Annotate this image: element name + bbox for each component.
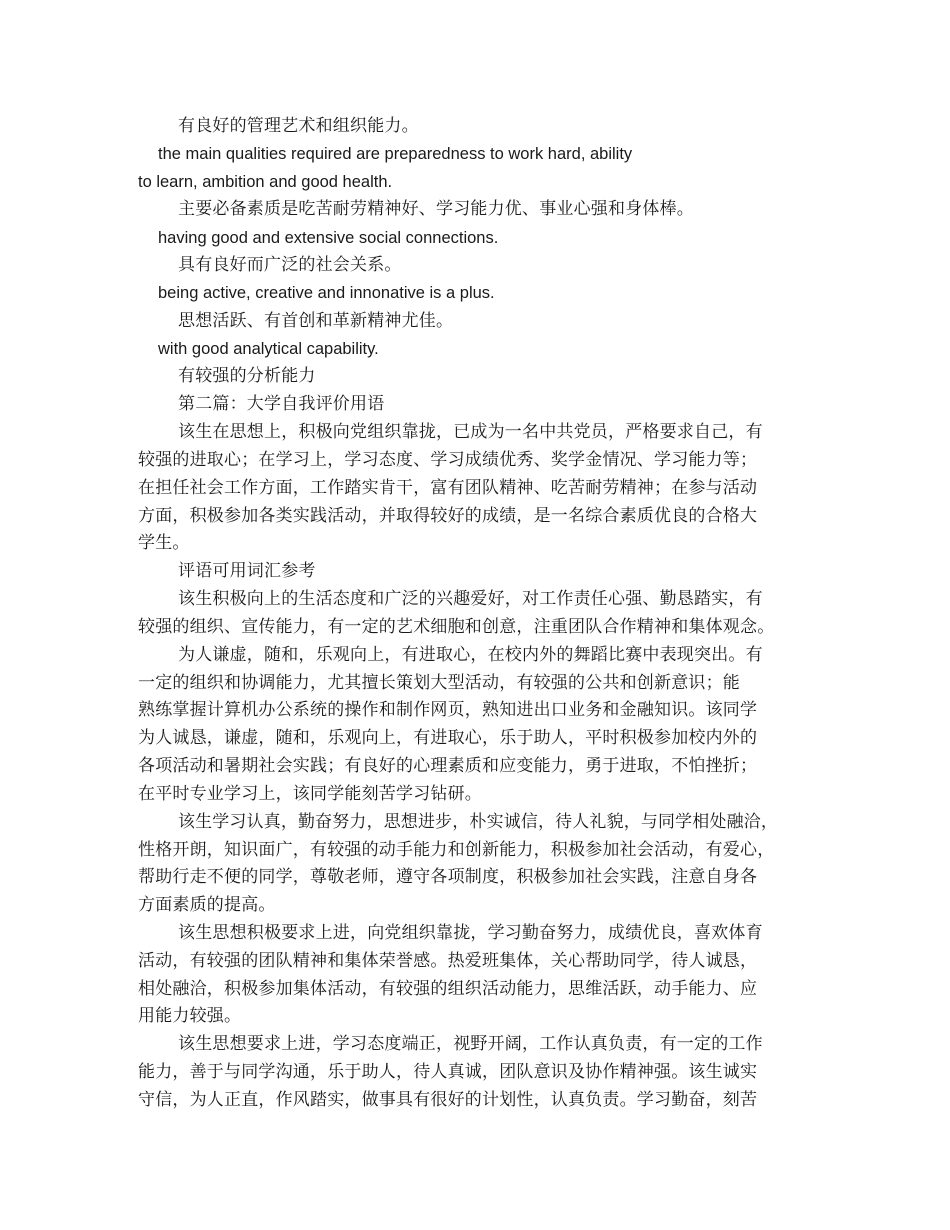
text-line: 有较强的分析能力 [178, 366, 316, 386]
text-line: 具有良好而广泛的社会关系。 [178, 255, 402, 275]
text-line: 该生积极向上的生活态度和广泛的兴趣爱好，对工作责任心强、勤恳踏实，有 [178, 589, 763, 609]
text-line: 主要必备素质是吃苦耐劳精神好、学习能力优、事业心强和身体棒。 [178, 199, 694, 219]
text-line: the main qualities required are preparedness to work hard, ability [158, 145, 633, 163]
text-line: 学生。 [138, 533, 190, 553]
text-line: 在平时专业学习上，该同学能刻苦学习钻研。 [138, 784, 482, 804]
text-line: 该生思想积极要求上进，向党组织靠拢，学习勤奋努力，成绩优良，喜欢体育 [178, 923, 763, 943]
text-line: 活动，有较强的团队精神和集体荣誉感。热爱班集体，关心帮助同学，待人诚恳， [138, 951, 758, 971]
text-line: 用能力较强。 [138, 1006, 242, 1026]
text-line: 思想活跃、有首创和革新精神尤佳。 [178, 311, 454, 331]
text-line: 帮助行走不便的同学，尊敬老师，遵守各项制度，积极参加社会实践，注意自身各 [138, 867, 758, 887]
text-line: 为人谦虚，随和，乐观向上，有进取心，在校内外的舞蹈比赛中表现突出。有 [178, 645, 763, 665]
text-line: 在担任社会工作方面，工作踏实肯干，富有团队精神、吃苦耐劳精神；在参与活动 [138, 478, 758, 498]
text-line: 守信，为人正直，作风踏实，做事具有很好的计划性，认真负责。学习勤奋，刻苦 [138, 1090, 758, 1110]
text-line: 一定的组织和协调能力，尤其擅长策划大型活动，有较强的公共和创新意识；能 [138, 673, 740, 693]
text-line: 熟练掌握计算机办公系统的操作和制作网页，熟知进出口业务和金融知识。该同学 [138, 700, 758, 720]
text-line: 方面素质的提高。 [138, 895, 276, 915]
text-line: to learn, ambition and good health. [138, 173, 393, 191]
text-line: 较强的进取心；在学习上，学习态度、学习成绩优秀、奖学金情况、学习能力等； [138, 450, 758, 470]
subsection-heading: 评语可用词汇参考 [178, 561, 316, 581]
text-line: 各项活动和暑期社会实践；有良好的心理素质和应变能力，勇于进取，不怕挫折； [138, 756, 758, 776]
text-line: 方面，积极参加各类实践活动，并取得较好的成绩，是一名综合素质优良的合格大 [138, 506, 758, 526]
text-line: 相处融洽，积极参加集体活动，有较强的组织活动能力，思维活跃，动手能力、应 [138, 979, 758, 999]
text-line: 较强的组织、宣传能力，有一定的艺术细胞和创意，注重团队合作精神和集体观念。 [138, 617, 775, 637]
text-line: with good analytical capability. [158, 340, 379, 358]
text-line: 有良好的管理艺术和组织能力。 [178, 116, 419, 136]
text-line: 该生思想要求上进，学习态度端正，视野开阔，工作认真负责，有一定的工作 [178, 1034, 763, 1054]
text-line: having good and extensive social connections. [158, 229, 499, 247]
text-line: 能力，善于与同学沟通，乐于助人，待人真诚，团队意识及协作精神强。该生诚实 [138, 1062, 758, 1082]
section-heading: 第二篇：大学自我评价用语 [178, 394, 385, 414]
text-line: 为人诚恳，谦虚，随和，乐观向上，有进取心，乐于助人，平时积极参加校内外的 [138, 728, 758, 748]
text-line: being active, creative and innonative is a plus. [158, 284, 495, 302]
text-line: 该生在思想上，积极向党组织靠拢，已成为一名中共党员，严格要求自己，有 [178, 422, 763, 442]
text-line: 该生学习认真，勤奋努力，思想进步，朴实诚信，待人礼貌，与同学相处融洽， [178, 812, 779, 832]
text-line: 性格开朗，知识面广，有较强的动手能力和创新能力，积极参加社会活动，有爱心， [138, 840, 775, 860]
